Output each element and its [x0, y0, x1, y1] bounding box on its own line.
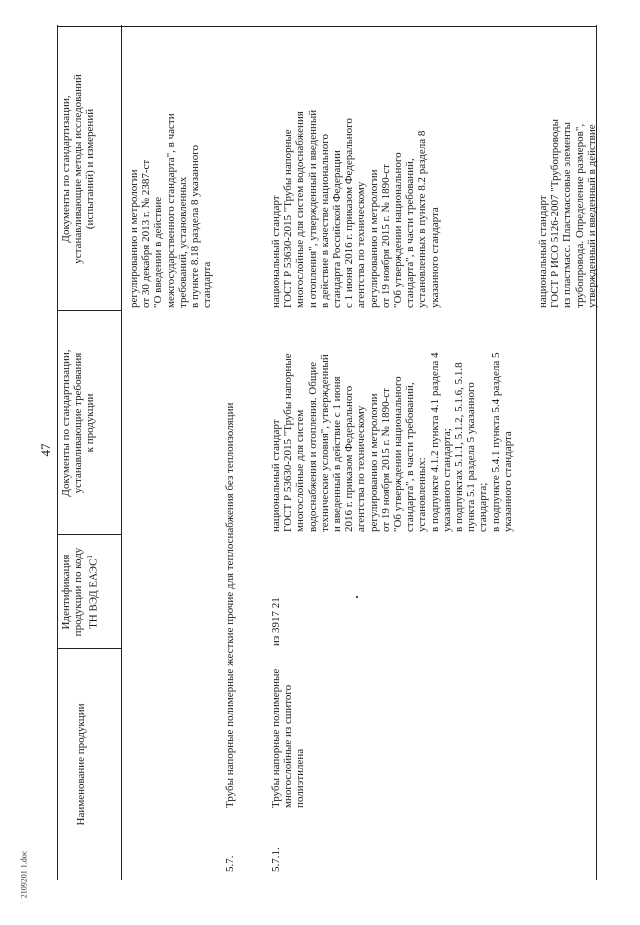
- row-docs-methods-2: национальный стандарт ГОСТ Р ИСО 5126-2007 "Трубопроводы из пластмасс. Пластмассовые элементы трубопровода. Определение размеров", утвержденный и введенный в действие: [537, 119, 598, 308]
- header-separator: [121, 25, 122, 880]
- continuation-methods: регулированию и метрологии от 30 декабря 2013 г. № 2387-ст "О введении в действие межгосударственного стандарта", в части требований, установленных в пункте 8.18 раздела 8 указанного стандарта: [128, 113, 214, 308]
- section-number: 5.7.: [224, 855, 236, 872]
- col-border-right: [57, 26, 597, 27]
- section-title: Трубы напорные полимерные жесткие прочие для теплоснабжения без теплоизоляции: [224, 402, 236, 808]
- row-docs-requirements: национальный стандарт ГОСТ Р 53630-2015 "Трубы напорные многослойные для систем водоснабжения и отопления. Общие технические условия", утвержденный и введенный в действие с 1 июня 2016 г. приказом Федерального агентства по техническому регулированию и метрологии от 19 ноября 2015 г. № 1890-ст "Об утверждении национального стандарта", в части требований, установленных: в подпункте 4.1.2 пункта 4.1 раздела 4 указанного стандарта; в подпунктах 5.1.1, 5.1.2, 5.1.6, 5.1.8 пункта 5.1 раздела 5 указанного стандарта; в подпункте 5.4.1 пункта 5.4 раздела 5 указанного стандарта: [270, 352, 514, 532]
- row-docs-methods-1: национальный стандарт ГОСТ Р 53630-2015 "Трубы напорные многослойные для систем водоснабжения и отопления", утвержденный и введенный в действие в качестве национального стандарта Российской Федерации с 1 июня 2016 г. приказом Федерального агентства по техническому регулированию и метрологии от 19 ноября 2015 г. № 1890-ст "Об утверждении национального стандарта", в части требований, установленных в пункте 8.2 раздела 8 указанного стандарта: [270, 109, 441, 308]
- table-top-border: [57, 25, 58, 880]
- header-docs-requirements: Документы по стандартизации, устанавливающие требования к продукции: [60, 349, 97, 497]
- rotated-table: [57, 25, 597, 880]
- footer-doc-id: 2109201 1.doc: [19, 850, 29, 899]
- header-code: Идентификация продукции по коду ТН ВЭД ЕАЭС$^1$: [60, 547, 101, 637]
- page-number: 47: [38, 443, 53, 457]
- header-docs-methods: Документы по стандартизации, устанавливающие методы исследований (испытаний) и измерений: [60, 74, 97, 264]
- row-number: 5.7.1.: [270, 847, 282, 872]
- row-product-name: Трубы напорные полимерные многослойные из сшитого полиэтилена: [270, 668, 307, 808]
- row-code: из 3917 21: [270, 597, 282, 646]
- header-name: Наименование продукции: [75, 703, 87, 826]
